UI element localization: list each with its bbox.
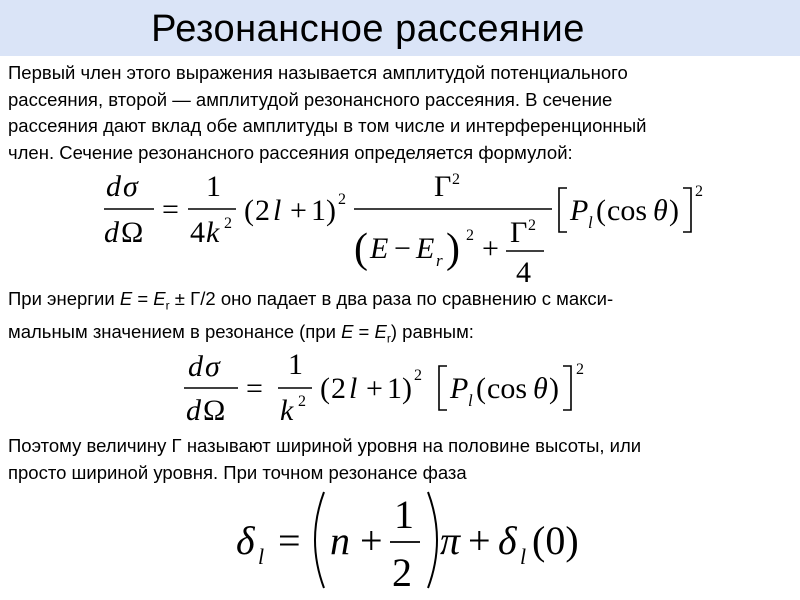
f1-four-b: 4 <box>516 256 531 289</box>
f3-delta: δ <box>236 518 255 563</box>
f1-sub-l: l <box>588 213 593 232</box>
f2-k-exp: 2 <box>298 393 306 410</box>
f2-paren-exp: 2 <box>414 367 422 384</box>
f1-E2: E <box>416 232 435 265</box>
f2-bracket-exp: 2 <box>576 361 584 378</box>
f2-l: l <box>349 372 358 405</box>
f1-bracket-open <box>559 188 567 232</box>
f2-paren-open-2: ( <box>476 372 486 405</box>
text-fragment: ± Γ/2 оно падает в два раза по сравнению с макси- <box>169 288 614 309</box>
f1-minus: − <box>394 232 411 265</box>
f3-one: 1 <box>394 492 414 537</box>
f3-zero: (0) <box>532 518 579 563</box>
f1-paren-exp: 2 <box>338 191 346 208</box>
f2-omega: Ω <box>203 394 226 427</box>
f2-sigma: σ <box>205 350 220 383</box>
f1-cos: cos <box>607 194 647 227</box>
text-line: Поэтому величину Γ называют шириной уровня на половине высоты, или <box>8 435 642 456</box>
text-fragment: мальным значением в резонансе (при <box>8 321 342 343</box>
f3-sub-l-2: l <box>520 544 527 569</box>
f1-four: 4 <box>190 216 205 249</box>
f1-bracket-exp: 2 <box>695 183 703 200</box>
f2-bracket-close <box>563 366 571 410</box>
var-E: E <box>341 321 354 343</box>
f1-paren-open-2: ( <box>596 194 606 227</box>
text-line: член. Сечение резонансного рассеяния определяется формулой: <box>8 141 573 163</box>
text-line: просто шириной уровня. При точном резонансе фаза <box>8 461 467 483</box>
formula-peak-cross-section <box>176 344 616 434</box>
f1-P: P <box>570 194 589 227</box>
text-line <box>8 286 792 319</box>
f1-gamma-top: Γ <box>434 170 452 203</box>
text-fragment: ) равным: <box>390 321 474 343</box>
f2-paren-close: ) <box>402 372 412 405</box>
f3-two: 2 <box>392 550 412 595</box>
f2-cos: cos <box>487 372 527 405</box>
f1-omega: Ω <box>121 216 144 249</box>
f2-plus: + <box>366 372 383 405</box>
f2-one: 1 <box>288 348 303 381</box>
paragraph-intro <box>8 60 792 166</box>
var-E: E <box>374 321 387 343</box>
f2-d-top: d <box>188 350 203 383</box>
f3-delta-2: δ <box>498 518 517 563</box>
f2-d-bottom: d <box>186 394 201 427</box>
f3-sub-l: l <box>258 544 265 569</box>
f1-sigma: σ <box>123 170 138 203</box>
f2-two: 2 <box>331 372 346 405</box>
f2-equals: = <box>246 372 263 405</box>
text-fragment: = <box>353 321 375 343</box>
f3-plus-2: + <box>468 518 491 563</box>
f3-big-paren-open <box>315 492 324 588</box>
text-line: рассеяния, второй — амплитудой резонансного рассеяния. В сечение <box>8 88 613 110</box>
f1-equals: = <box>162 193 179 226</box>
f1-E: E <box>370 232 389 265</box>
var-E: E <box>153 288 166 309</box>
f2-one-b: 1 <box>387 372 402 405</box>
f3-equals: = <box>278 518 301 563</box>
f1-big-paren-exp: 2 <box>466 227 474 244</box>
f1-gamma-top-exp: 2 <box>452 171 460 188</box>
f2-paren-open: ( <box>320 372 330 405</box>
text-fragment: При энергии <box>8 288 120 309</box>
f1-big-paren-open: ( <box>354 226 368 272</box>
f3-big-paren-close <box>428 492 437 588</box>
f1-paren-open: ( <box>244 194 254 227</box>
subscript-r: r <box>386 331 391 346</box>
f1-paren-close: ) <box>326 194 336 227</box>
f2-paren-close-2: ) <box>549 372 559 405</box>
f1-one: 1 <box>206 170 221 203</box>
f1-plus-2: + <box>482 232 499 265</box>
f3-plus: + <box>360 518 383 563</box>
f2-k: k <box>280 394 294 427</box>
f1-d-top: d <box>106 170 121 203</box>
f2-sub-l: l <box>468 391 473 410</box>
formula-phase <box>232 488 592 596</box>
f1-l: l <box>273 194 282 227</box>
f1-gamma-inner: Γ <box>510 216 528 249</box>
f1-one-b: 1 <box>311 194 326 227</box>
f1-bracket-close <box>683 188 691 232</box>
f1-theta: θ <box>653 194 668 227</box>
f1-two: 2 <box>255 194 270 227</box>
var-E: E <box>119 288 133 309</box>
f2-bracket-open <box>439 366 447 410</box>
f3-pi: π <box>440 518 461 563</box>
paragraph-level-width <box>8 433 792 486</box>
paragraph-half-width <box>8 286 792 352</box>
text-line: Первый член этого выражения называется амплитудой потенциального <box>8 62 628 83</box>
f1-big-paren-close: ) <box>446 226 460 272</box>
text-fragment: = <box>132 288 154 309</box>
f1-paren-close-2: ) <box>669 194 679 227</box>
slide-title: Резонансное рассеяние <box>151 8 585 50</box>
text-line: рассеяния дают вклад обе амплитуды в том числе и интерференционный <box>8 115 647 136</box>
f2-theta: θ <box>533 372 548 405</box>
f3-n: n <box>330 518 350 563</box>
formula-cross-section <box>96 162 716 289</box>
f1-d-bottom: d <box>104 216 119 249</box>
f1-gamma-inner-exp: 2 <box>528 217 536 234</box>
f1-plus: + <box>290 194 307 227</box>
f2-P: P <box>450 372 469 405</box>
f1-sub-r: r <box>436 251 443 270</box>
f1-k: k <box>206 216 220 249</box>
subscript-r: r <box>165 298 170 313</box>
f1-k-exp: 2 <box>224 215 232 232</box>
